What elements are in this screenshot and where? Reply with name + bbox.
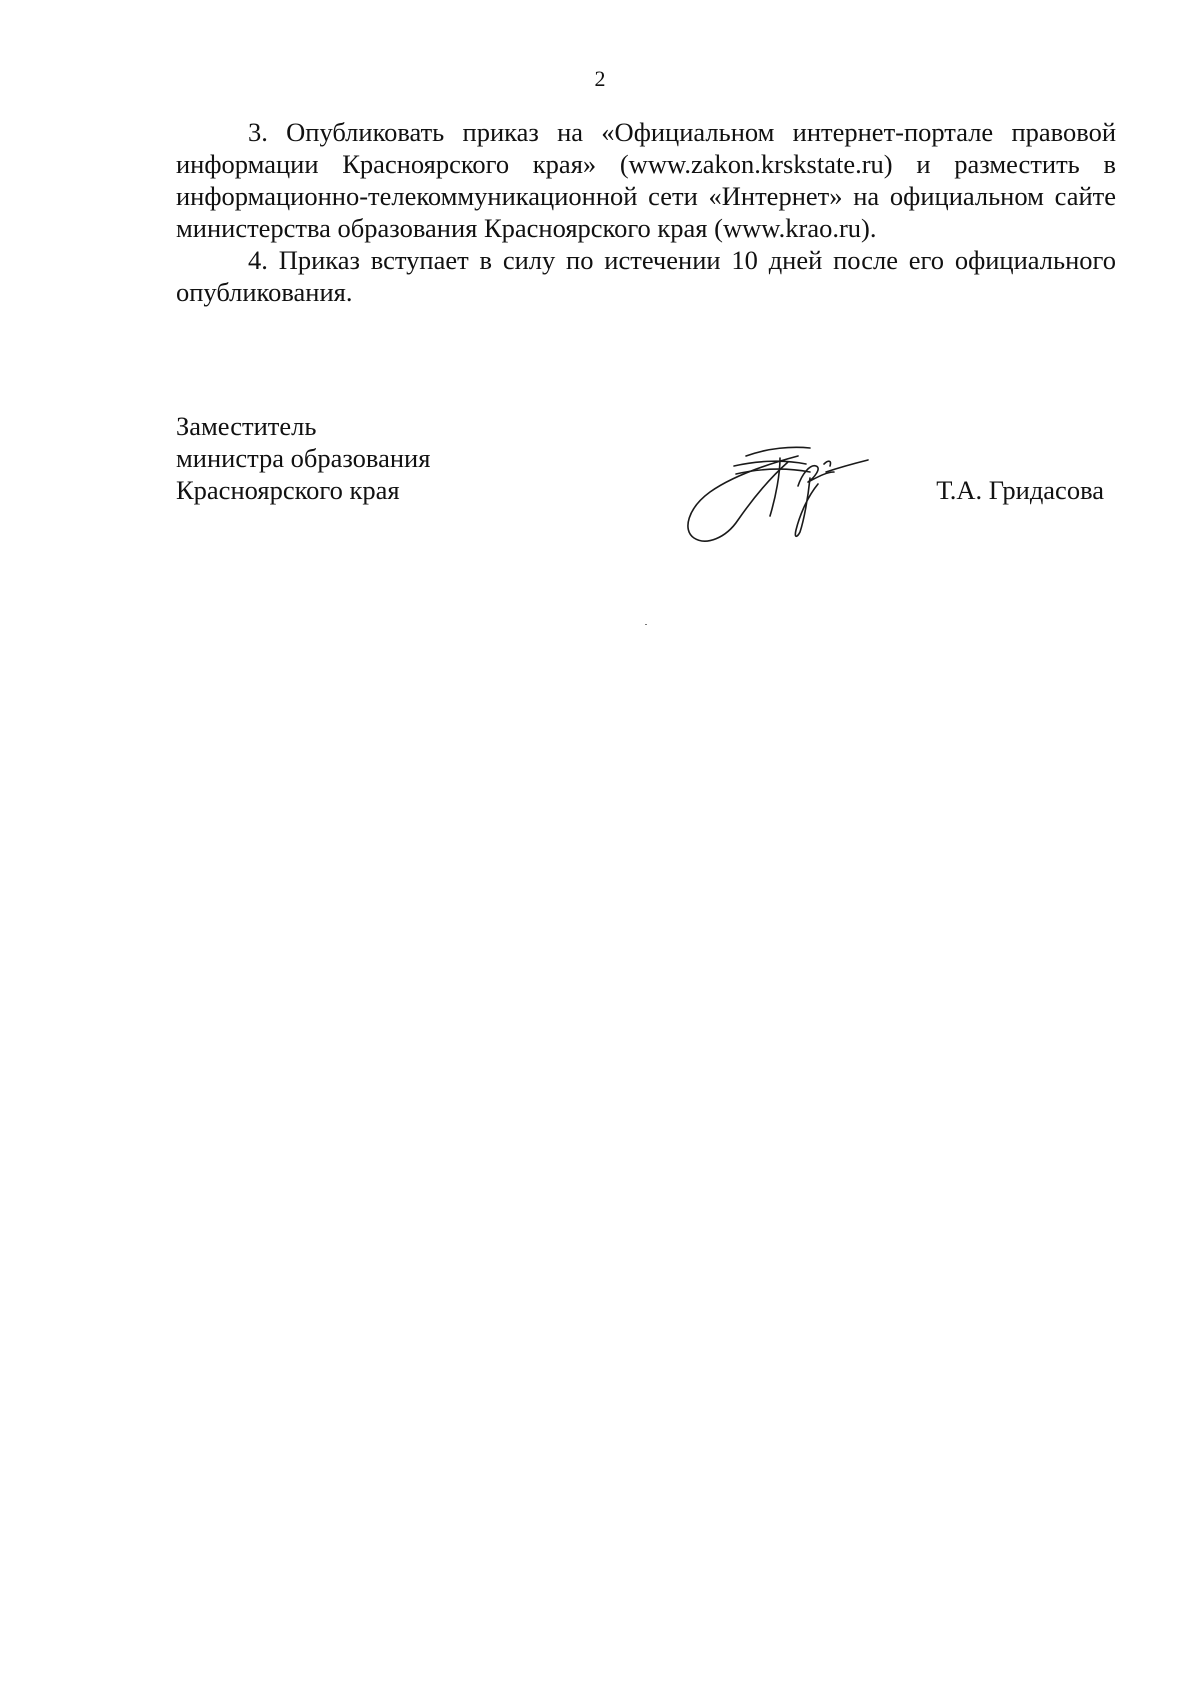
document-body: [176, 116, 1116, 308]
signature-block: [176, 410, 1116, 550]
signer-position: [176, 410, 430, 506]
page-number: 2: [594, 66, 606, 91]
scan-speck: [645, 624, 647, 625]
signer-name: Т.А. Гридасова: [936, 475, 1104, 505]
paragraph-3: 3. Опубликовать приказ на «Официальном интернет-портале правовой информации Красноярского края» (www.zakon.krskstate.ru) и разместить в информационно-телекоммуникационной сети «Интернет» на официальном сайте министерства образования Красноярского края (www.krao.ru).: [176, 117, 1116, 243]
signer-position-line-2: министра образования: [176, 443, 431, 473]
signer-position-line-3: Красноярского края: [176, 475, 400, 505]
handwritten-signature-icon: [676, 442, 876, 552]
paragraph-4: 4. Приказ вступает в силу по истечении 10 дней после его официального опубликования.: [176, 245, 1116, 307]
signer-position-line-1: Заместитель: [176, 411, 317, 441]
